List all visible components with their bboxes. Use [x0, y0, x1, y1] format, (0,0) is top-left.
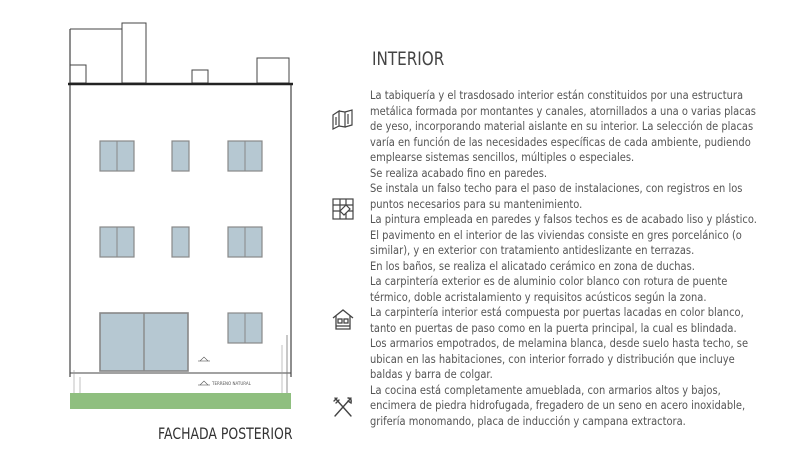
terrain-label: TERRENO NATURAL: [212, 381, 251, 386]
paragraph-interior-joinery: La carpintería interior está compuesta por puertas lacadas en color blanco, tanto en puertas de paso como en la puerta principal, la cual es blindada.: [370, 306, 744, 335]
partition-walls-icon: [330, 106, 356, 132]
paragraph-wardrobes: Los armarios empotrados, de melamina blanca, desde suelo hasta techo, se ubican en las habitaciones, con interior forrado y distribución que incluye baldas y barra de colgar.: [370, 337, 749, 381]
paragraph-false-ceiling: Se instala un falso techo para el paso de instalaciones, con registros en los puntos necesarios para su mantenimiento.: [370, 182, 743, 211]
facade-drawing: [60, 15, 305, 435]
fork-knife-icon: [330, 394, 356, 420]
interior-description: [370, 88, 759, 429]
ceiling-panel-icon: [330, 196, 356, 222]
paragraph-paint: La pintura empleada en paredes y falsos techos es de acabado liso y plástico.: [370, 213, 757, 226]
paragraph-partitions: La tabiquería y el trasdosado interior están constituidos por una estructura metálica formada por montantes y canales, atornillados a una o varias placas de yeso, incorporando material aislante en su interior. La selección de placas varía en función de las necesidades específicas de cada ambiente, pudiendo emplearse sistemas sencillos, múltiples o especiales.: [370, 89, 756, 164]
paragraph-bathrooms: En los baños, se realiza el alicatado cerámico en zona de duchas.: [370, 259, 695, 273]
windows-floor-1: [100, 141, 262, 171]
section-title: INTERIOR: [372, 48, 445, 70]
paragraph-exterior-joinery: La carpintería exterior es de aluminio color blanco con rotura de puente térmico, doble acristalamiento y requisitos acústicos según la zona.: [370, 275, 728, 304]
paragraph-wall-finish: Se realiza acabado fino en paredes.: [370, 166, 548, 180]
house-icon: [330, 306, 356, 332]
windows-ground-floor: [100, 313, 262, 371]
paragraph-flooring: El pavimento en el interior de las viviendas consiste en gres porcelánico (o similar), y en exterior con tratamiento antideslizante en terrazas.: [370, 228, 742, 257]
rear-facade-elevation: [60, 15, 305, 435]
windows-floor-2: [100, 227, 262, 257]
paragraph-kitchen: La cocina está completamente amueblada, con armarios altos y bajos, encimera de piedra hidrofugada, fregadero de un seno en acero inoxidable, grifería monomando, placa de inducción y campana extractora.: [370, 383, 746, 428]
facade-caption: FACHADA POSTERIOR: [158, 424, 293, 443]
